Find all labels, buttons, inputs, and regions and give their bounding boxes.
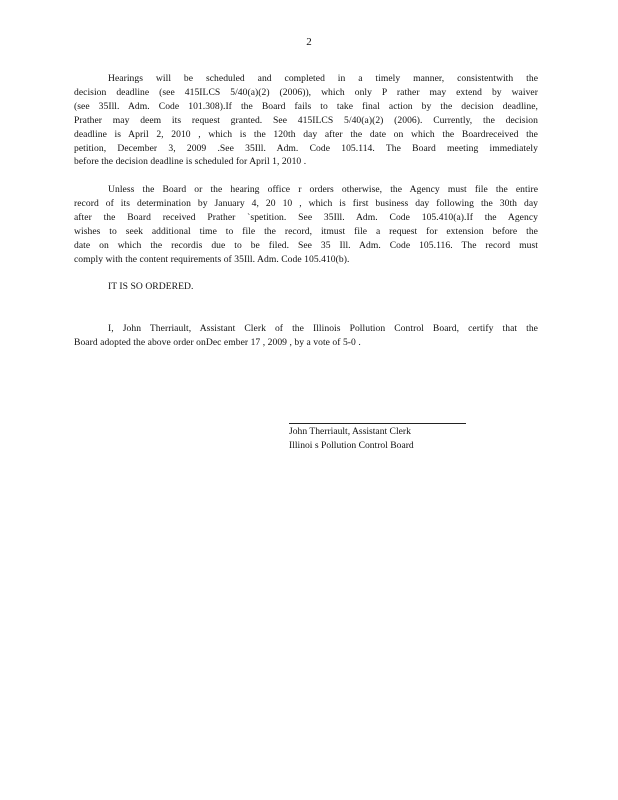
signature-name: John Therriault, Assistant Clerk bbox=[289, 426, 411, 437]
paragraph-record-filing bbox=[74, 183, 538, 266]
paragraph-line: petition, December 3, 2009 .See 35Ill. Adm. Code 105.114. The Board meeting immediately bbox=[74, 142, 538, 154]
paragraph-line: after the Board received Prather `spetition. See 35Ill. Adm. Code 105.410(a).If the Agency bbox=[74, 211, 538, 223]
paragraph-line: I, John Therriault, Assistant Clerk of the Illinois Pollution Control Board, certify that the bbox=[108, 323, 538, 334]
paragraph-line: decision deadline (see 415ILCS 5/40(a)(2) (2006)), which only P rather may extend by waiver bbox=[74, 86, 538, 98]
paragraph-line: wishes to seek additional time to file the record, itmust file a request for extension before the bbox=[74, 225, 538, 237]
paragraph-hearings bbox=[74, 72, 538, 169]
paragraph-line: Hearings will be scheduled and completed in a timely manner, consistentwith the bbox=[108, 73, 538, 84]
paragraph-so-ordered bbox=[74, 280, 538, 294]
paragraph-line: Board adopted the above order onDec ember 17 , 2009 , by a vote of 5-0 . bbox=[74, 336, 361, 348]
paragraph-line: record of its determination by January 4, 20 10 , which is first business day following the 30th day bbox=[74, 197, 538, 209]
paragraph-line: date on which the recordis due to be filed. See 35 Ill. Adm. Code 105.116. The record must bbox=[74, 239, 538, 251]
paragraph-line: before the decision deadline is scheduled for April 1, 2010 . bbox=[74, 156, 307, 168]
paragraph-certification bbox=[74, 322, 538, 350]
signature-block bbox=[289, 425, 414, 452]
paragraph-line: (see 35Ill. Adm. Code 101.308).If the Board fails to take final action by the decision deadline, bbox=[74, 100, 538, 112]
signature-line bbox=[289, 423, 466, 424]
paragraph-line: IT IS SO ORDERED. bbox=[108, 281, 194, 292]
paragraph-line: deadline is April 2, 2010 , which is the 120th day after the date on which the Boardreceived the bbox=[74, 128, 538, 140]
page-number: 2 bbox=[306, 36, 312, 48]
paragraph-line: Unless the Board or the hearing office r orders otherwise, the Agency must file the entire bbox=[108, 184, 538, 195]
paragraph-line: comply with the content requirements of 35Ill. Adm. Code 105.410(b). bbox=[74, 253, 350, 265]
signature-organization: Illinoi s Pollution Control Board bbox=[289, 439, 414, 451]
paragraph-line: Prather may deem its request granted. See 415ILCS 5/40(a)(2) (2006). Currently, the decision bbox=[74, 114, 538, 126]
